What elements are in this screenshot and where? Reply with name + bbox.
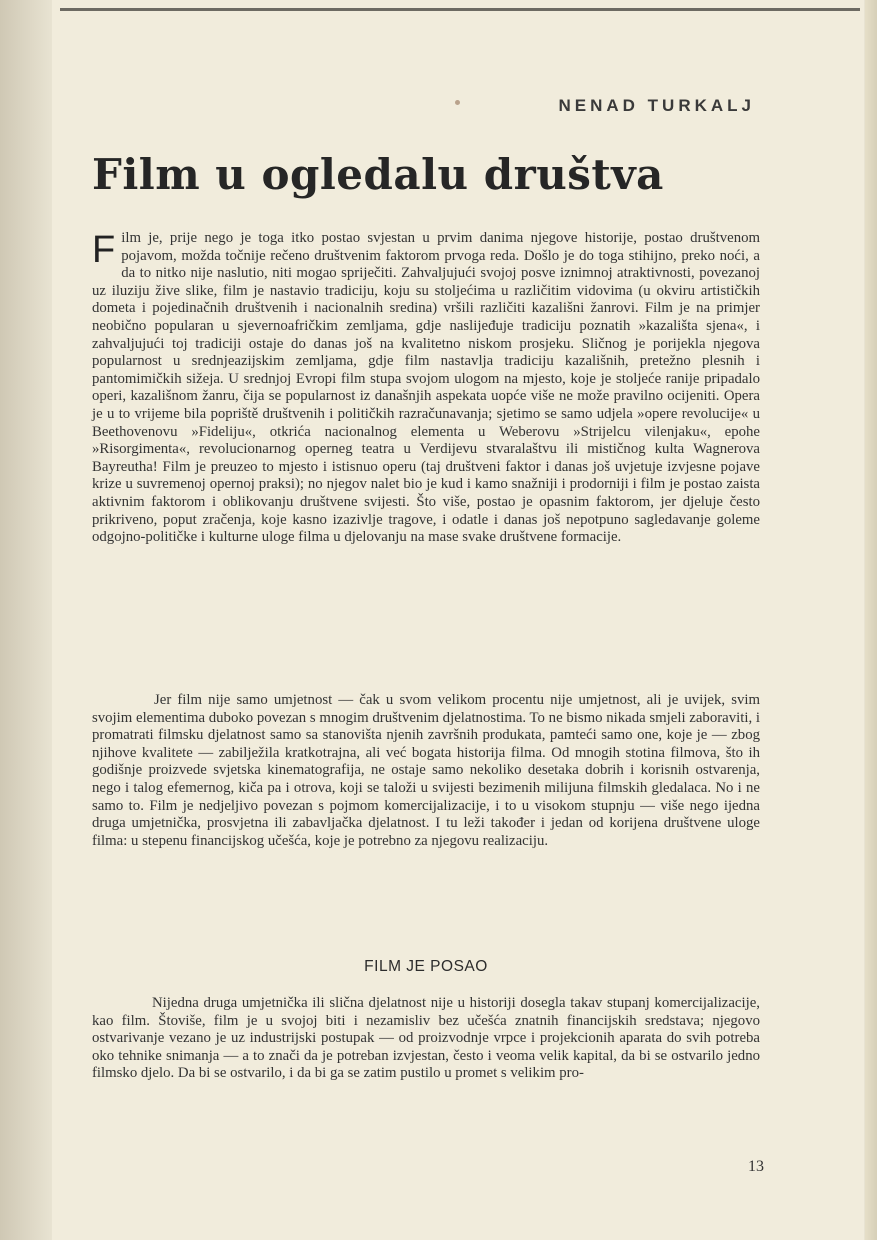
page-number: 13 xyxy=(748,1158,764,1175)
article-title: Film u ogledalu društva xyxy=(92,150,664,199)
top-rule xyxy=(60,8,860,11)
page-edge xyxy=(865,0,877,1240)
drop-cap: F xyxy=(92,229,116,271)
ink-dot xyxy=(455,100,460,105)
paragraph-2: Jer film nije samo umjetnost — čak u svom velikom procentu nije umjetnost, ali je uvijek, svim svojim elementima duboko povezan s mnogim društvenim djelatnostima. To ne bismo nikada smjeli zaboraviti, i promatrati filmsku djelatnost samo sa stanovišta njenih završnih produkata, pamteći samo one, koje je — zbog njihove kvalitete — zabilježila kratkotrajna, ali već bogata historija filma. Od mnogih stotina filmova, što ih godišnje proizvede svjetska kinematografija, ne ostaje samo nekoliko desetaka dobrih i korisnih ostvarenja, nego i talog efemernog, kiča pa i otrova, koji se taloži u svijesti bezimenih milijuna filmskih gledalaca. No i ne samo to. Film je nedjeljivo povezan s pojmom komercijalizacije, i to u visokom stupnju — više nego ijedna druga umjetnička, prosvjetna ili zabavljačka djelatnost. I tu leži također i jedan od korijena društvene uloge filma: u stepenu financijskog učešća, koje je potrebno za njegovu realizaciju. xyxy=(92,692,760,849)
paragraph-3: Nijedna druga umjetnička ili slična djelatnost nije u historiji dosegla takav stupanj komercijalizacije, kao film. Štoviše, film je u svojoj biti i nezamisliv bez učešća znatnih financijskih sredstava; njegovo ostvarivanje vezano je uz industrijski postupak — od proizvodnje vrpce i projekcionih aparata do svih potreba oko tehnike snimanja — a to znači da je potreban izvjestan, često i veoma velik kapital, da bi se ostvarilo jedno filmsko djelo. Da bi se ostvarilo, i da bi ga se zatim pustilo u promet s velikim pro- xyxy=(92,995,760,1082)
author-name: NENAD TURKALJ xyxy=(558,96,755,115)
section-heading: FILM JE POSAO xyxy=(364,958,488,975)
paragraph-1-text: ilm je, prije nego je toga itko postao svjestan u prvim danima njegove historije, postao društvenom pojavom, možda točnije rečeno društvenim faktorom prvoga reda. Došlo je do toga stihijno, preko noći, a da to nitko nije naslutio, niti mogao spriječiti. Zahvaljujući svojoj posve iznimnoj atraktivnosti, povezanoj uz iluziju žive slike, film je nastavio tradiciju, koju su stoljećima u različitim vidovima (u okviru artističkih dometa i pojedinačnih društvenih i nacionalnih sredina) vršili različiti kazališni žanrovi. Film je na primjer neobično popularan u sjevernoafričkim zemljama, gdje naslijeđuje tradiciju poznatih »kazališta sjena«, i zahvaljujući toj tradiciji ostaje do danas još na kvalitetno niskom prosjeku. Sličnog je porijekla njegova popularnost u srednjeazijskim zemljama, gdje film nastavlja tradiciju kazališnih, pretežno plesnih i pantomimičkih sižeja. U srednjoj Evropi film stupa svojom ulogom na mjesto, koje je stoljeće ranije pripadalo operi, kazališnom žanru, čija se popularnost iz današnjih aspekata uopće više ne može pravilno ocijeniti. Opera je u to vrijeme bila popriště društvenih i političkih razračunavanja; sjetimo se samo udjela »opere revolucije« u Beethovenovu »Fideliju«, otkrića nacionalnog elementa u Weberovu »Strijelcu vilenjaku«, epohe »Risorgimenta«, revolucionarnog operneg teatra u Verdijevu stvaralaštvu ili mističnog kulta Wagnerova Bayreutha! Film je preuzeo to mjesto i istisnuo operu (taj društveni faktor i danas još uvjetuje izvjesne pojave krize u suvremenoj opernoj praksi); no njegov nalet bio je kud i kamo snažniji i prodorniji i film je postao zaista aktivnim faktorom i oblikovanju društvene svijesti. Što više, postao je opasnim faktorom, jer djeluje često prikriveno, poput zračenja, koje kasno izazivlje tragove, i odatle i danas još nepotpuno sagledavanje goleme odgojno-političke i kulturne uloge filma u djelovanju na mase svake društvene formacije. xyxy=(92,230,760,546)
binding-gutter xyxy=(0,0,52,1240)
paragraph-1 xyxy=(92,230,760,547)
